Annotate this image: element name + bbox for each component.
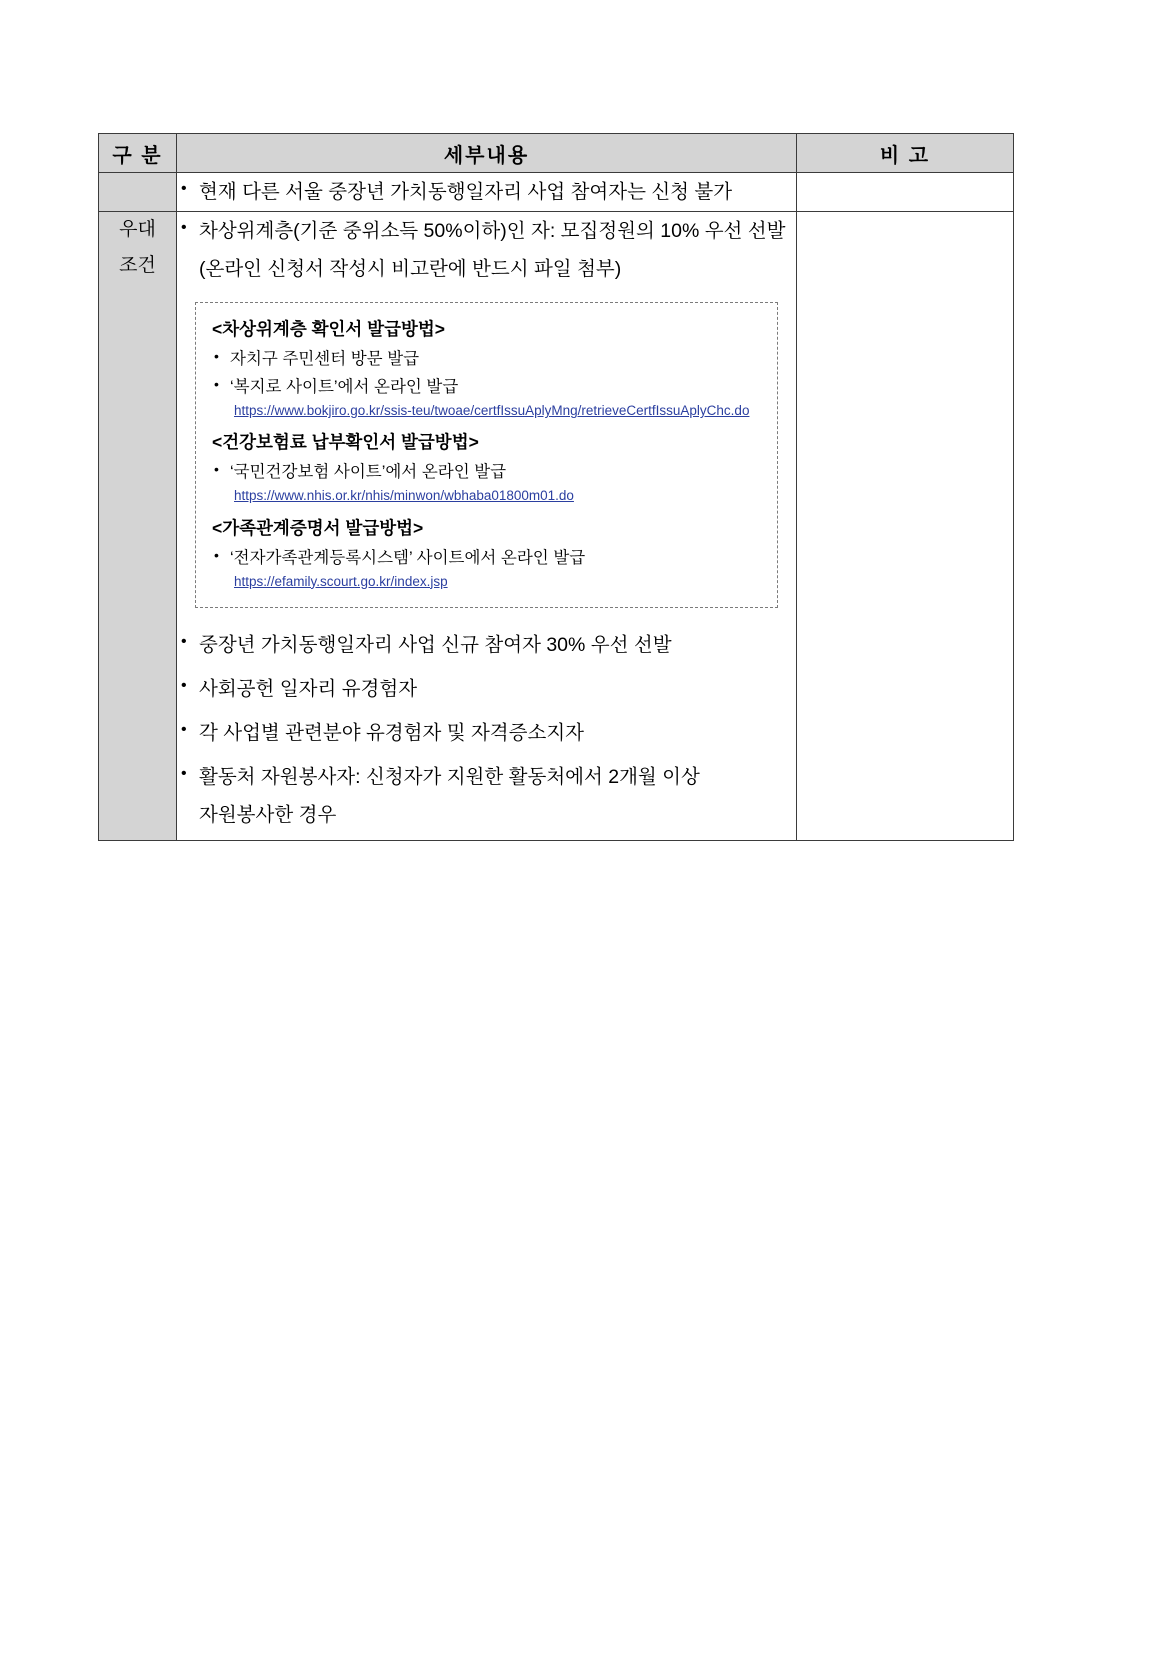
list-item: • 현재 다른 서울 중장년 가치동행일자리 사업 참여자는 신청 불가	[177, 173, 796, 211]
list-item: • 사회공헌 일자리 유경험자	[177, 670, 796, 708]
table-header-row	[99, 134, 1014, 173]
guide-item-text: ‘복지로 사이트’에서 온라인 발급	[230, 378, 459, 397]
guide-title: <건강보험료 납부확인서 발급방법>	[212, 432, 479, 453]
category-cell-empty	[99, 173, 177, 212]
note-cell	[797, 212, 1014, 841]
guide-title: <가족관계증명서 발급방법>	[212, 517, 424, 538]
list-item: • 활동처 자원봉사자: 신청자가 지원한 활동처에서 2개월 이상 자원봉사한 경우	[177, 758, 796, 834]
preference-bullet-list-bottom	[177, 626, 796, 834]
nhis-link[interactable]: https://www.nhis.or.kr/nhis/minwon/wbhaba01800m01.do	[234, 488, 574, 504]
table-row	[99, 212, 1014, 841]
category-cell-preference	[99, 212, 177, 841]
guide-list	[212, 544, 763, 572]
guide-title: <차상위계층 확인서 발급방법>	[212, 319, 446, 340]
header-cell-category: 구 분	[99, 134, 177, 173]
bokjiro-link[interactable]: https://www.bokjiro.go.kr/ssis-teu/twoae/certfIssuAplyMng/retrieveCertfIssuAplyChc.do	[234, 403, 750, 419]
list-item: • 각 사업별 관련분야 유경험자 및 자격증소지자	[177, 714, 796, 752]
category-label-line2: 조건	[119, 255, 156, 277]
list-item	[212, 458, 763, 486]
details-cell-preference	[177, 212, 797, 841]
guide-item-text: ‘전자가족관계등록시스템’ 사이트에서 온라인 발급	[230, 548, 586, 567]
table-row	[99, 173, 1014, 212]
header-cell-details: 세부내용	[177, 134, 797, 173]
eligibility-table	[98, 133, 1014, 841]
list-item	[212, 373, 763, 401]
list-item	[212, 345, 763, 373]
preference-bullet-list-top	[177, 212, 796, 288]
restriction-bullet-list	[177, 173, 796, 211]
details-cell-restriction	[177, 173, 797, 212]
list-item	[212, 544, 763, 572]
guide-list	[212, 345, 763, 401]
guide-item-text: ‘국민건강보험 사이트’에서 온라인 발급	[230, 463, 507, 482]
list-item: • 중장년 가치동행일자리 사업 신규 참여자 30% 우선 선발	[177, 626, 796, 664]
category-label-line1: 우대	[119, 219, 156, 241]
guide-list	[212, 458, 763, 486]
efamily-link[interactable]: https://efamily.scourt.go.kr/index.jsp	[234, 573, 448, 589]
guide-item-text: 자치구 주민센터 방문 발급	[230, 350, 420, 369]
issuance-guide-box	[195, 302, 778, 608]
header-cell-note: 비 고	[797, 134, 1014, 173]
list-item: • 차상위계층(기준 중위소득 50%이하)인 자: 모집정원의 10% 우선 선발 (온라인 신청서 작성시 비고란에 반드시 파일 첨부)	[177, 212, 796, 288]
note-cell	[797, 173, 1014, 212]
